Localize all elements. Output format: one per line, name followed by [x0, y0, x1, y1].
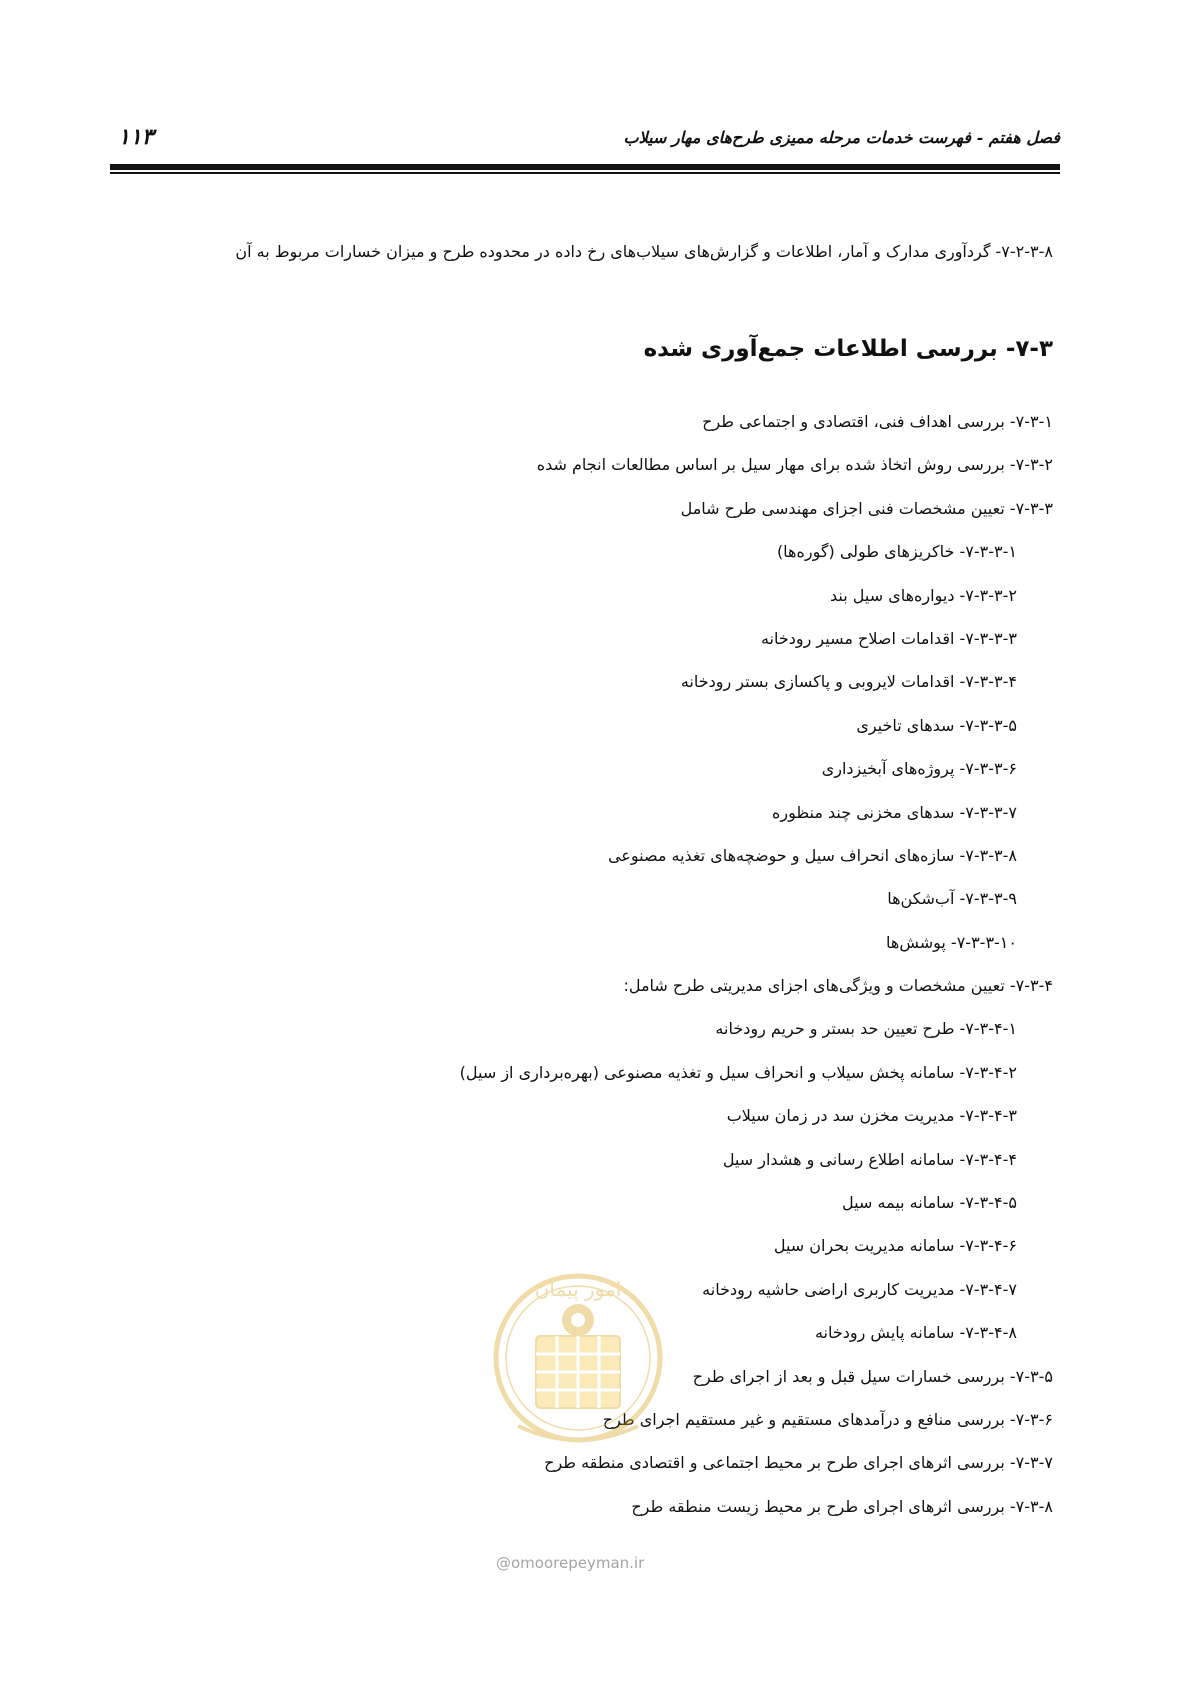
toc-item: ۷-۳-۷- بررسی اثرهای اجرای طرح بر محیط اجتماعی و اقتصادی منطقه طرح	[544, 1453, 1053, 1473]
toc-item: ۷-۳-۳- تعیین مشخصات فنی اجزای مهندسی طرح شامل	[680, 498, 1053, 518]
toc-subitem: ۷-۳-۴-۸- سامانه پایش رودخانه	[814, 1323, 1017, 1343]
toc-item: ۷-۳-۸- بررسی اثرهای اجرای طرح بر محیط زیست منطقه طرح	[631, 1496, 1053, 1516]
toc-item: ۷-۳-۴- تعیین مشخصات و ویژگی‌های اجزای مدیریتی طرح شامل:	[623, 976, 1053, 996]
toc-subitem: ۷-۳-۴-۴- سامانه اطلاع رسانی و هشدار سیل	[722, 1149, 1017, 1169]
page-number: ۱۱۳	[118, 124, 154, 150]
toc-subitem: ۷-۳-۴-۳- مدیریت مخزن سد در زمان سیلاب	[726, 1106, 1017, 1126]
watermark-logo	[478, 1258, 678, 1488]
toc-subitem: ۷-۳-۳-۱- خاکریزهای طولی (گوره‌ها)	[776, 542, 1017, 562]
header-rule-thick	[110, 164, 1060, 170]
toc-subitem: ۷-۳-۳-۶- پروژه‌های آبخیزداری	[821, 759, 1017, 779]
toc-subitem: ۷-۳-۳-۸- سازه‌های انحراف سیل و حوضچه‌های تغذیه مصنوعی	[608, 845, 1017, 865]
toc-subitem: ۷-۳-۳-۷- سدهای مخزنی چند منظوره	[772, 802, 1017, 822]
toc-subitem: ۷-۳-۴-۷- مدیریت کاربری اراضی حاشیه رودخانه	[702, 1279, 1017, 1299]
chapter-title: فصل هفتم - فهرست خدمات مرحله ممیزی طرح‌های مهار سیلاب	[623, 128, 1060, 147]
page-header	[110, 124, 1060, 158]
toc-item: ۷-۳-۱- بررسی اهداف فنی، اقتصادی و اجتماعی طرح	[702, 412, 1053, 431]
toc-subitem: ۷-۳-۳-۲- دیواره‌های سیل بند	[830, 585, 1017, 605]
toc-subitem: ۷-۳-۳-۳- اقدامات اصلاح مسیر رودخانه	[760, 628, 1017, 648]
toc-item: ۷-۳-۲- بررسی روش اتخاذ شده برای مهار سیل بر اساس مطالعات انجام شده	[536, 455, 1053, 475]
section-heading: ۷-۳- بررسی اطلاعات جمع‌آوری شده	[643, 336, 1053, 362]
toc-item: ۷-۳-۵- بررسی خسارات سیل قبل و بعد از اجرای طرح	[692, 1366, 1053, 1386]
toc-item: ۷-۳-۶- بررسی منافع و درآمدهای مستقیم و غیر مستقیم اجرای طرح	[602, 1409, 1053, 1429]
toc-subitem: ۷-۳-۳-۹- آب‌شکن‌ها	[887, 889, 1017, 909]
toc-subitem: ۷-۳-۳-۵- سدهای تاخیری	[856, 715, 1017, 735]
toc-subitem: ۷-۳-۴-۱- طرح تعیین حد بستر و حریم رودخانه	[715, 1019, 1017, 1039]
header-rule-thin	[110, 172, 1060, 174]
toc-subitem: ۷-۳-۴-۲- سامانه پخش سیلاب و انحراف سیل و تغذیه مصنوعی (بهره‌برداری از سیل)	[459, 1062, 1017, 1082]
svg-text:امور پیمان: امور پیمان	[534, 1277, 622, 1301]
toc-subitem: ۷-۳-۳-۱۰- پوشش‌ها	[886, 932, 1017, 952]
toc-subitem: ۷-۳-۴-۶- سامانه مدیریت بحران سیل	[773, 1236, 1017, 1256]
watermark-site: @omoorepeyman.ir	[496, 1554, 645, 1572]
toc-subitem: ۷-۳-۳-۴- اقدامات لایروبی و پاکسازی بستر رودخانه	[680, 672, 1017, 692]
toc-subitem: ۷-۳-۴-۵- سامانه بیمه سیل	[842, 1193, 1017, 1213]
intro-paragraph: ۷-۲-۳-۸- گردآوری مدارک و آمار، اطلاعات و گزارش‌های سیلاب‌های رخ داده در محدوده طرح و میزان خسارات مربوط به آن	[235, 242, 1053, 261]
